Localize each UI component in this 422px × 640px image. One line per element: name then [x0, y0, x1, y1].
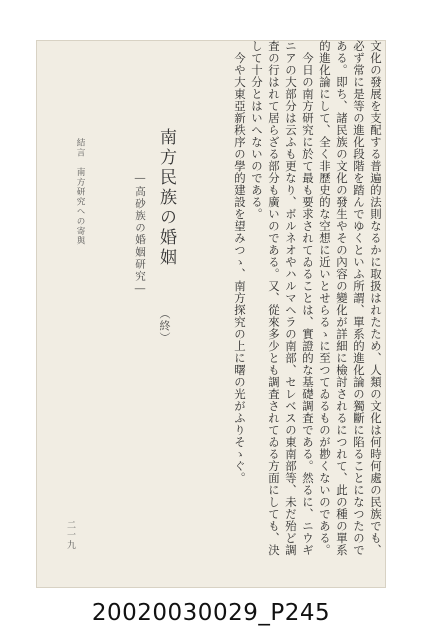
section-label: 結言 南方研究への寄與	[75, 138, 85, 246]
body-column: 今日の南方研究に於て最も要求されてゐることは、實證的な基礎調査である。然るに、ニウギ	[301, 40, 315, 556]
image-caption: 20020030029_P245	[91, 600, 331, 626]
body-column: 必ず常に是等の進化段階を踏んでゆくといふ所謂、單系的進化論の獨斷に陷ることになつたので	[352, 40, 366, 556]
book-page	[36, 40, 386, 588]
body-column: ニアの大部分は云ふも更なり、ボルネオやハルマヘラの南部、セレベスの東南部等、未だ殆ど調	[284, 40, 298, 556]
page-number: 二一九	[65, 520, 75, 550]
body-column: して十分とはいへないのである。	[250, 40, 264, 220]
end-mark: （終）	[158, 308, 171, 344]
body-column: 今や大東亞新秩序の學的建設を望みつゝ、南方探究の上に曙の光がふりそゝぐ。	[233, 40, 247, 484]
body-column: ある。即ち、諸民族の文化の發生やその內容の變化が詳細に檢討されるにつれて、此の種の單系	[335, 40, 349, 556]
body-column: 的進化論にして、全く非歷史的な空想に近いとせらるゝに至つてゐるものが尠くないのである。	[318, 40, 332, 556]
article-subtitle: ―高砂族の婚姻研究―	[134, 172, 146, 296]
body-column: 査の行はれて居らざる部分も廣いのである。又、從來多少とも調査されてゐる方面にしても、決	[267, 40, 281, 556]
body-column: 文化の發展を支配する普遍的法則なるかに取扱はれたため、人類の文化は何時何處の民族でも、	[369, 40, 383, 556]
article-title: 南方民族の婚姻	[156, 128, 176, 268]
